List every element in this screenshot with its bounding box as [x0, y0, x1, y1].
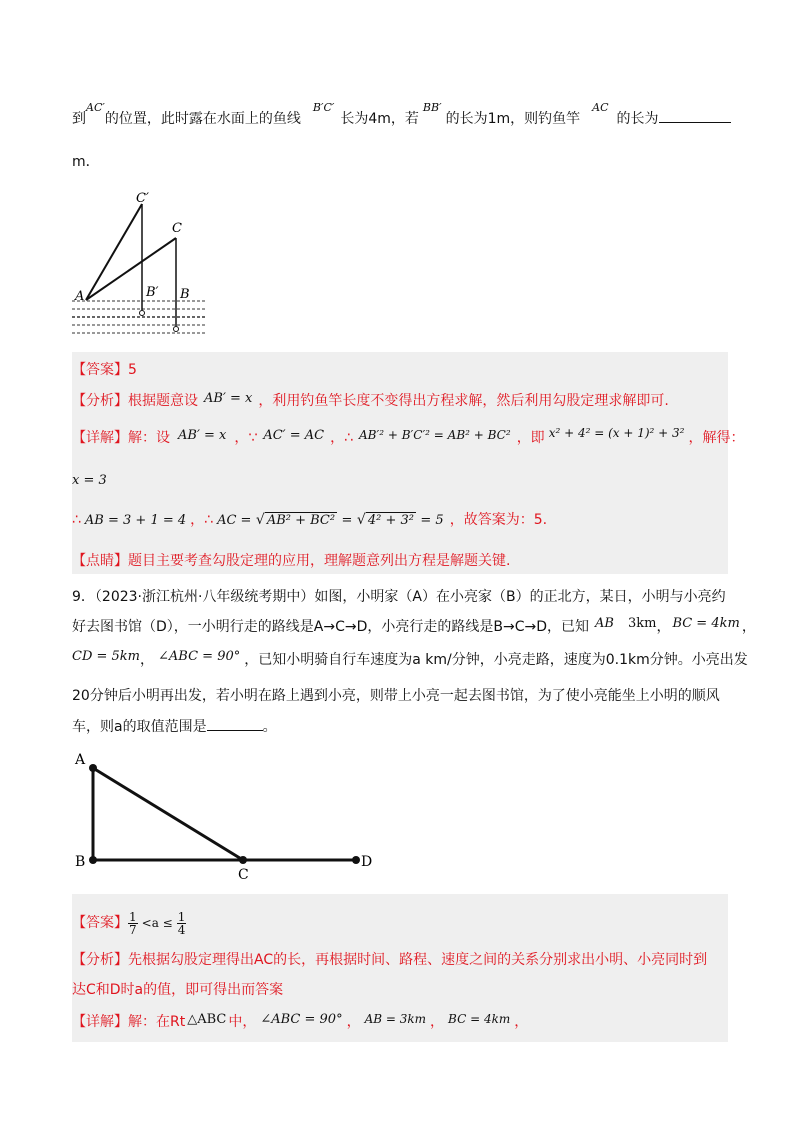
math-bb-prime: BB′ — [422, 101, 442, 114]
q9-stem-line4: 20分钟后小明再出发，若小明在路上遇到小亮，则带上小亮一起去图书馆，为了使小亮能坐上小明的顺风 — [72, 688, 720, 704]
q9-stem-line1: 9．（2023·浙江杭州·八年级统考期中）如图，小明家（A）在小亮家（B）的正北方，某日，小明与小亮约 — [72, 589, 726, 605]
q8-comment: 【点睛】题目主要考查勾股定理的应用，理解题意列出方程是解题关键. — [72, 553, 511, 569]
answer-blank[interactable] — [207, 716, 263, 731]
label-a: A — [75, 289, 85, 304]
label-b: B — [75, 854, 86, 870]
answer-tag: 【答案】 — [72, 915, 128, 931]
q8-detail-line2: x = 3 — [72, 473, 107, 488]
math-ac: AC — [592, 101, 609, 114]
label-d: D — [361, 854, 373, 870]
analysis-tag: 【分析】 — [72, 952, 128, 968]
label-c: C — [172, 221, 182, 236]
analysis-tag: 【分析】 — [72, 393, 128, 409]
q8-detail-line3: ∴ AB = 3 + 1 = 4 ，∴ AC = √ AB² + BC² = √ 4² + 3² = 5 ，故答案为：5. — [72, 512, 548, 528]
q9-answer: 【答案】 $\frac{1}{7}$ <a ≤ $\frac{1}{4}$ — [72, 909, 186, 937]
q9-detail-line1: 【详解】解：在Rt △ABC 中， ∠ABC = 90° ， AB = 3km ， BC = 4km ， — [72, 1012, 529, 1030]
q8-stem-line2: m． — [72, 154, 100, 170]
route-triangle-figure — [72, 750, 382, 890]
comment-tag: 【点睛】 — [72, 553, 128, 569]
fraction-one-quarter: $\frac{1}{4}$ — [177, 909, 186, 937]
q9-stem-line3: CD = 5km， ∠ABC = 90° ，已知小明骑自行车速度为a km/分钟，小亮走路，速度为0.1km分钟。小亮出发 — [72, 649, 748, 668]
label-a: A — [75, 752, 86, 768]
q9-stem-line5: 车，则a的取值范围是 。 — [72, 716, 277, 737]
q8-answer: 【答案】5 — [72, 362, 137, 378]
label-c-prime: C′ — [136, 191, 149, 206]
math-bc-prime: B′C′ — [312, 101, 335, 114]
q9-stem-line2: 好去图书馆（D），一小明行走的路线是A→C→D，小亮行走的路线是B→C→D，已知 AB 3km， BC = 4km ， — [72, 616, 756, 635]
fraction-one-seventh: $\frac{1}{7}$ — [129, 909, 137, 937]
label-b-prime: B′ — [146, 285, 159, 300]
detail-tag: 【详解】 — [72, 1014, 128, 1030]
label-c: C — [238, 867, 249, 883]
q8-solution-box — [72, 352, 728, 574]
math-ac-prime: AC′ — [86, 101, 105, 114]
q8-analysis: 【分析】根据题意设 AB′ = x ，利用钓鱼竿长度不变得出方程求解，然后利用勾股定理求解即可. — [72, 391, 669, 409]
q8-detail-line1: 【详解】解：设 AB′ = x ，∵ AC′ = AC ，∴ AB′² + B′C′² = AB² + BC² ，即 x² + 4² = (x + 1)² + 3² ，解得： — [72, 426, 745, 446]
fishing-rod-figure — [72, 186, 222, 342]
detail-tag: 【详解】 — [72, 430, 128, 446]
q9-analysis-line1: 【分析】先根据勾股定理得出AC的长，再根据时间、路程、速度之间的关系分别求出小明、小亮同时到 — [72, 952, 708, 968]
answer-blank[interactable] — [659, 108, 731, 123]
q9-analysis-line2: 达C和D时a的值，即可得出而答案 — [72, 982, 284, 998]
answer-tag: 【答案】 — [72, 362, 128, 378]
q8-stem-line1: 到$^{AC'}$的位置，此时露在水面上的鱼线$^{B'C'}$长为4m，若$^{BB'}$的长为1m，则钓鱼竿$^{AC}$的长为 — [72, 108, 731, 130]
label-b: B — [180, 287, 190, 302]
